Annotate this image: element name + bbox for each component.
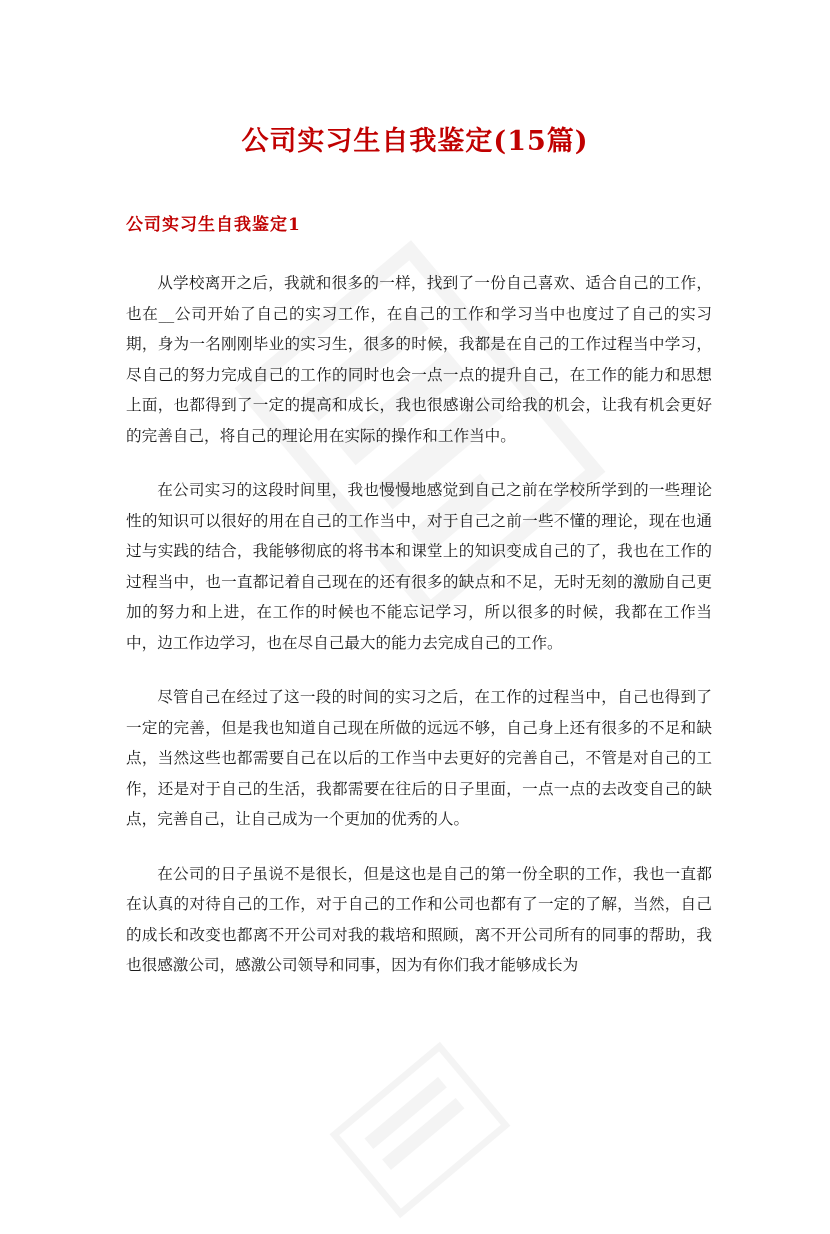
watermark-logo-bottom (312, 1026, 527, 1234)
document-title: 公司实习生自我鉴定(15篇) (241, 126, 589, 157)
paragraph-1: 从学校离开之后，我就和很多的一样，找到了一份自己喜欢、适合自己的工作，也在__公司开始了自己的实习工作，在自己的工作和学习当中也度过了自己的实习期，身为一名刚刚毕业的实习生，很多的时候，我都是在自己的工作过程当中学习，尽自己的努力完成自己的工作的同时也会一点一点的提升自己，在工作的能力和思想上面，也都得到了一定的提高和成长，我也很感谢公司给我的机会，让我有机会更好的完善自己，将自己的理论用在实际的操作和工作当中。 (126, 274, 712, 445)
document-body (126, 268, 712, 1005)
paragraph-4: 在公司的日子虽说不是很长，但是这也是自己的第一份全职的工作，我也一直都在认真的对待自己的工作，对于自己的工作和公司也都有了一定的了解，当然，自己的成长和改变也都离不开公司对我的栽培和照顾，离不开公司所有的同事的帮助，我也很感激公司，感激公司领导和同事，因为有你们我才能够成长为 (126, 864, 712, 974)
paragraph-3: 尽管自己在经过了这一段的时间的实习之后，在工作的过程当中，自己也得到了一定的完善，但是我也知道自己现在所做的远远不够，自己身上还有很多的不足和缺点，当然这些也都需要自己在以后的工作当中去更好的完善自己，不管是对自己的工作，还是对于自己的生活，我都需要在往后的日子里面，一点一点的去改变自己的缺点，完善自己，让自己成为一个更加的优秀的人。 (126, 688, 712, 828)
section-heading: 公司实习生自我鉴定1 (126, 215, 301, 235)
paragraph-2: 在公司实习的这段时间里，我也慢慢地感觉到自己之前在学校所学到的一些理论性的知识可以很好的用在自己的工作当中，对于自己之前一些不懂的理论，现在也通过与实践的结合，我能够彻底的将书本和课堂上的知识变成自己的了，我也在工作的过程当中，也一直都记着自己现在的还有很多的缺点和不足，无时无刻的激励自己更加的努力和上进，在工作的时候也不能忘记学习，所以很多的时候，我都在工作当中，边工作边学习，也在尽自己最大的能力去完成自己的工作。 (126, 481, 712, 652)
